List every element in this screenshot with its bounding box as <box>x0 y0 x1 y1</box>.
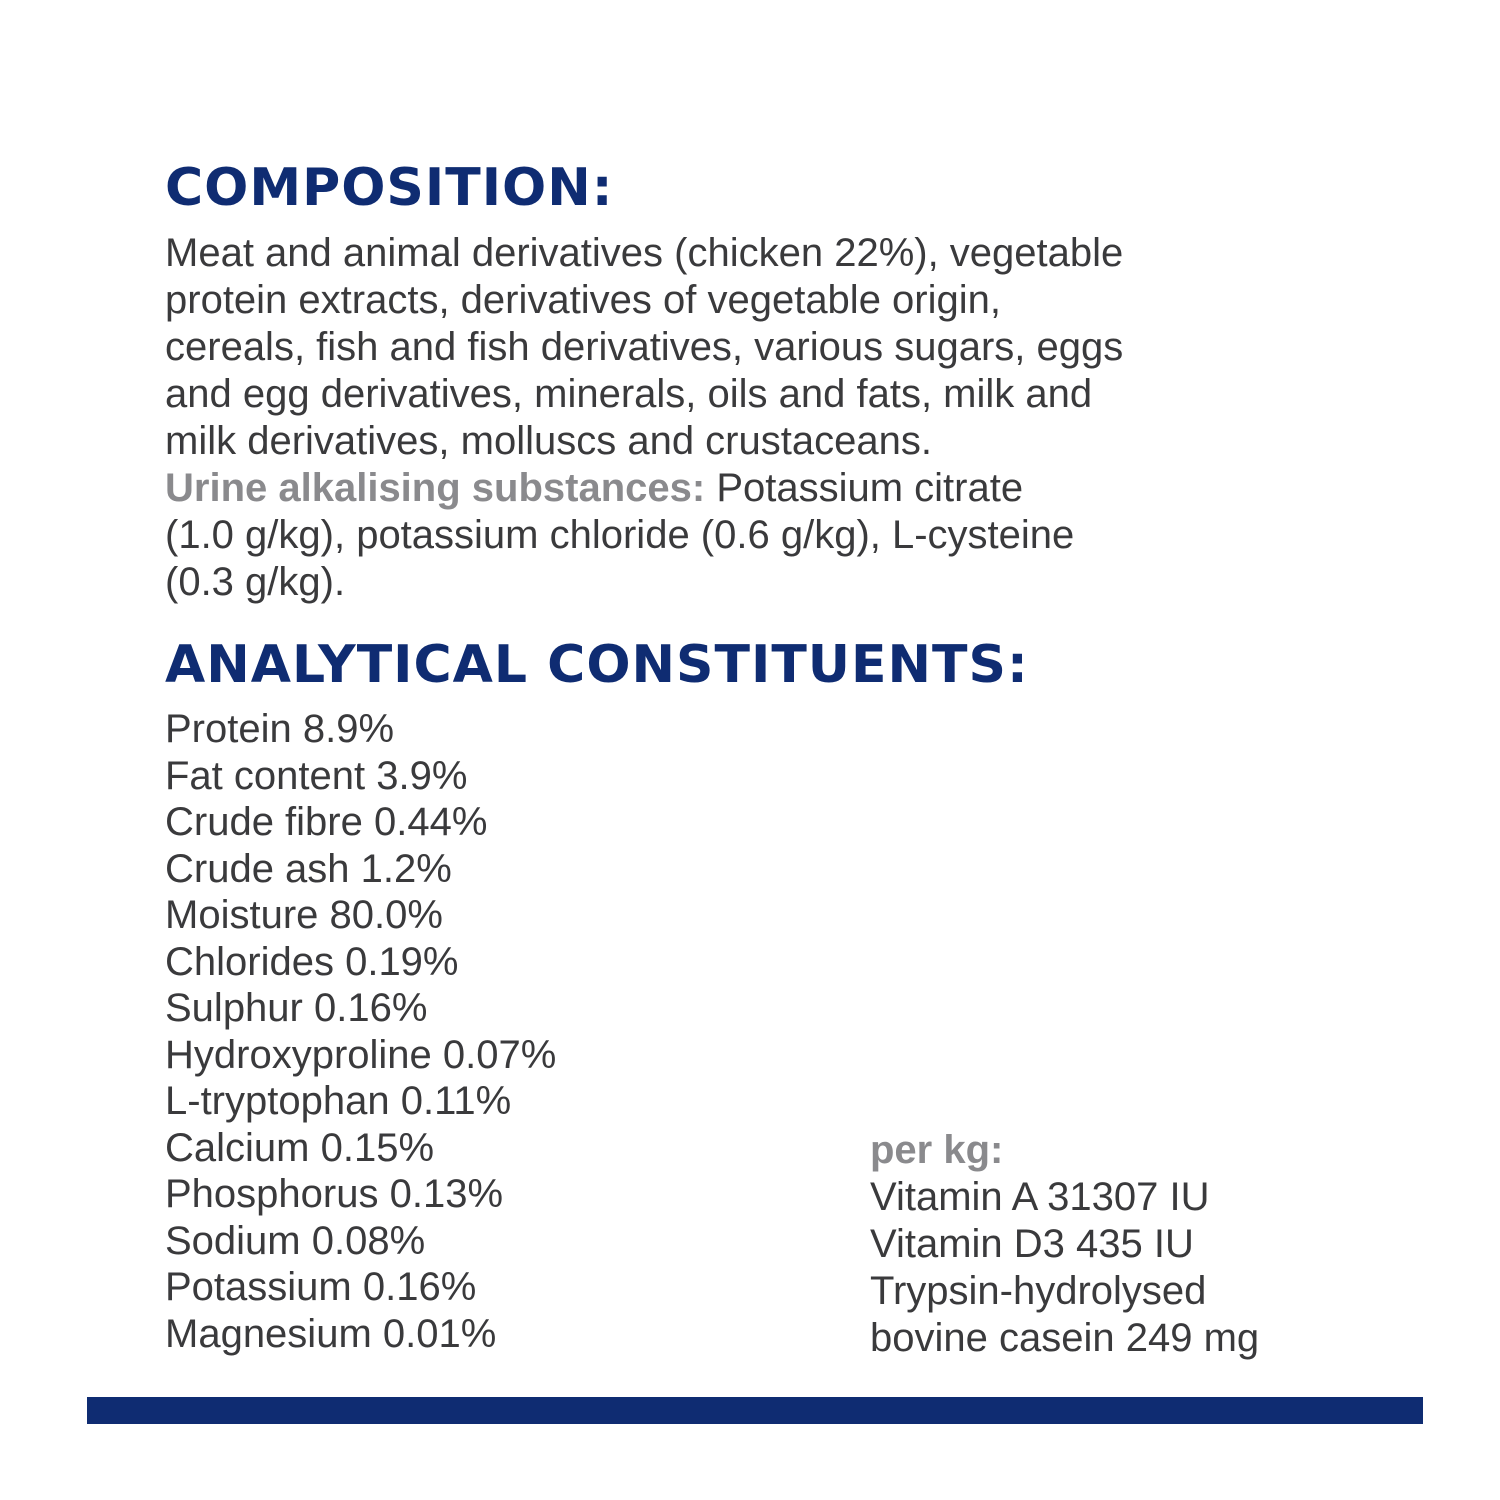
per-kg-item: bovine casein 249 mg <box>870 1316 1260 1360</box>
composition-line: cereals, fish and fish derivatives, various sugars, eggs <box>165 325 1124 369</box>
constituent-item: Crude ash 1.2% <box>165 846 452 891</box>
constituent-item: Phosphorus 0.13% <box>165 1172 504 1216</box>
urine-substances-line <box>165 465 1123 512</box>
urine-substances-line: (0.3 g/kg). <box>165 560 346 604</box>
per-kg-block <box>870 1127 1259 1362</box>
constituent-item: Hydroxyproline 0.07% <box>165 1032 557 1077</box>
urine-substances-label: Urine alkalising substances: <box>165 466 706 510</box>
composition-text <box>165 230 1123 606</box>
constituent-item: Sodium 0.08% <box>165 1218 426 1263</box>
constituent-item: Crude fibre 0.44% <box>165 800 488 844</box>
constituent-item: Magnesium 0.01% <box>165 1311 497 1356</box>
constituent-item: Moisture 80.0% <box>165 893 443 937</box>
constituent-item: Fat content 3.9% <box>165 753 468 798</box>
constituent-item: Protein 8.9% <box>165 707 395 751</box>
footer-divider-bar <box>87 1397 1423 1424</box>
urine-substances-line: (1.0 g/kg), potassium chloride (0.6 g/kg), L-cysteine <box>165 513 1075 557</box>
constituent-item: L-tryptophan 0.11% <box>165 1079 512 1123</box>
per-kg-label: per kg: <box>870 1128 1004 1172</box>
composition-line: milk derivatives, molluscs and crustaceans. <box>165 419 932 463</box>
composition-line: protein extracts, derivatives of vegetable origin, <box>165 278 1001 322</box>
urine-substances-text: Potassium citrate <box>705 466 1024 510</box>
constituent-item: Sulphur 0.16% <box>165 986 428 1030</box>
composition-line: Meat and animal derivatives (chicken 22%), vegetable <box>165 231 1124 275</box>
composition-line: and egg derivatives, minerals, oils and fats, milk and <box>165 372 1093 416</box>
analytical-constituents-heading: ANALYTICAL CONSTITUENTS: <box>165 635 1029 695</box>
per-kg-item: Trypsin-hydrolysed <box>870 1269 1207 1313</box>
constituents-list <box>165 706 556 1357</box>
constituent-item: Potassium 0.16% <box>165 1265 477 1309</box>
constituent-item: Chlorides 0.19% <box>165 939 459 984</box>
per-kg-item: Vitamin A 31307 IU <box>870 1175 1210 1219</box>
per-kg-item: Vitamin D3 435 IU <box>870 1222 1194 1266</box>
constituent-item: Calcium 0.15% <box>165 1125 435 1170</box>
composition-heading: COMPOSITION: <box>165 158 614 218</box>
